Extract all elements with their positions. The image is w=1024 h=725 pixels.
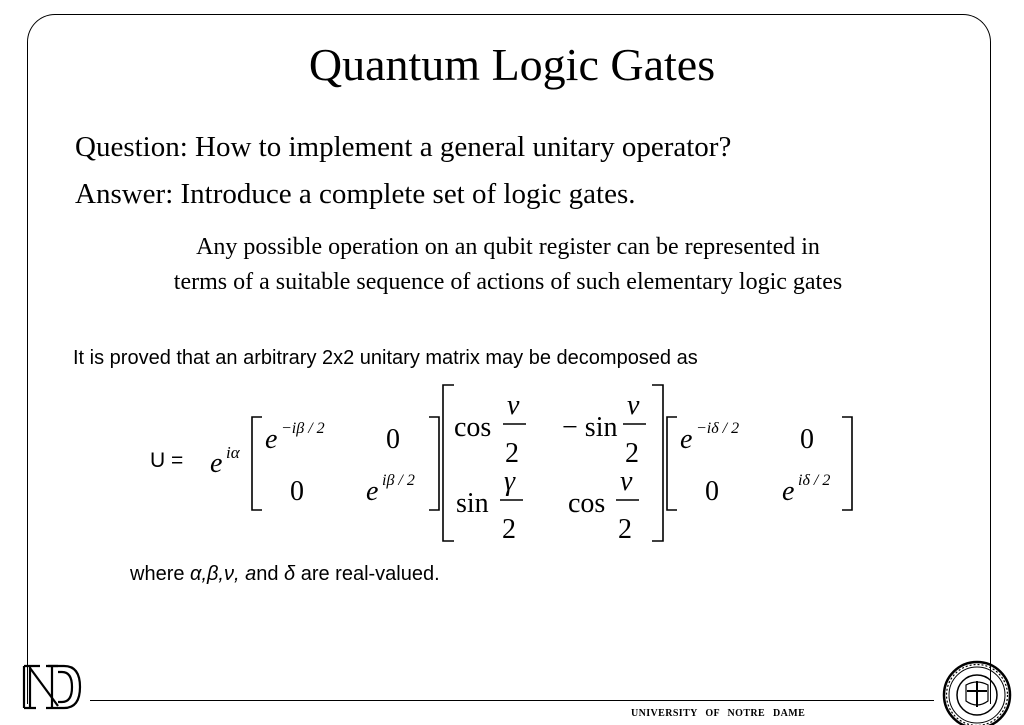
m2-nu22: ν (620, 466, 633, 497)
m2-cos11: cos (454, 412, 492, 443)
m2-two21: 2 (502, 514, 516, 545)
where-prefix: where (130, 563, 191, 585)
where-sentence (130, 563, 440, 586)
statement-line-1: Any possible operation on an qubit register can be represented in (196, 234, 820, 260)
nd-monogram-icon (18, 660, 84, 714)
m1-e22-exp: iβ / 2 (382, 472, 415, 489)
m2-nu12: ν (627, 390, 640, 421)
m2-gamma21: γ (504, 466, 516, 497)
slide-title: Quantum Logic Gates (308, 39, 716, 90)
m3-zero21: 0 (705, 476, 719, 507)
phase-exponent: iα (226, 443, 240, 462)
footer-university-name: UNIVERSITY OF NOTRE DAME (631, 708, 806, 719)
m3-e22-exp: iδ / 2 (798, 472, 831, 489)
m3-e22: e (782, 476, 795, 507)
matrix2-right-bracket (652, 385, 663, 541)
matrix1-left-bracket (252, 417, 262, 510)
question-line: Question: How to implement a general unitary operator? (75, 131, 732, 163)
m1-e22: e (366, 476, 379, 507)
m2-two12: 2 (625, 438, 639, 469)
m2-two11: 2 (505, 438, 519, 469)
proved-sentence: It is proved that an arbitrary 2x2 unitary matrix may be decomposed as (73, 347, 698, 369)
m1-e11-exp: −iβ / 2 (281, 420, 325, 437)
m2-nu11: ν (507, 390, 520, 421)
matrix1-right-bracket (429, 417, 439, 510)
matrix3-left-bracket (667, 417, 677, 510)
m1-e11: e (265, 424, 278, 455)
m1-zero21: 0 (290, 476, 304, 507)
where-delta: δ (284, 563, 296, 585)
where-mid: nd (256, 563, 285, 585)
where-suffix: are real-valued. (295, 563, 440, 585)
matrix2-left-bracket (443, 385, 454, 541)
u-label: U = (150, 449, 184, 472)
phase-base: e (210, 448, 223, 479)
m2-sin21: sin (456, 488, 489, 519)
footer-rule (90, 700, 934, 701)
statement-line-2: terms of a suitable sequence of actions of such elementary logic gates (173, 269, 843, 295)
m3-e11: e (680, 424, 693, 455)
university-seal-icon (938, 655, 1016, 725)
m2-two22: 2 (618, 514, 632, 545)
m3-e11-exp: −iδ / 2 (696, 420, 740, 437)
m2-minus-sin12: − sin (562, 412, 618, 443)
m3-zero12: 0 (800, 424, 814, 455)
answer-line: Answer: Introduce a complete set of logic gates. (75, 178, 636, 210)
m2-cos22: cos (568, 488, 606, 519)
m1-zero12: 0 (386, 424, 400, 455)
matrix3-right-bracket (842, 417, 852, 510)
where-greek: α,β,ν, a (190, 563, 257, 585)
